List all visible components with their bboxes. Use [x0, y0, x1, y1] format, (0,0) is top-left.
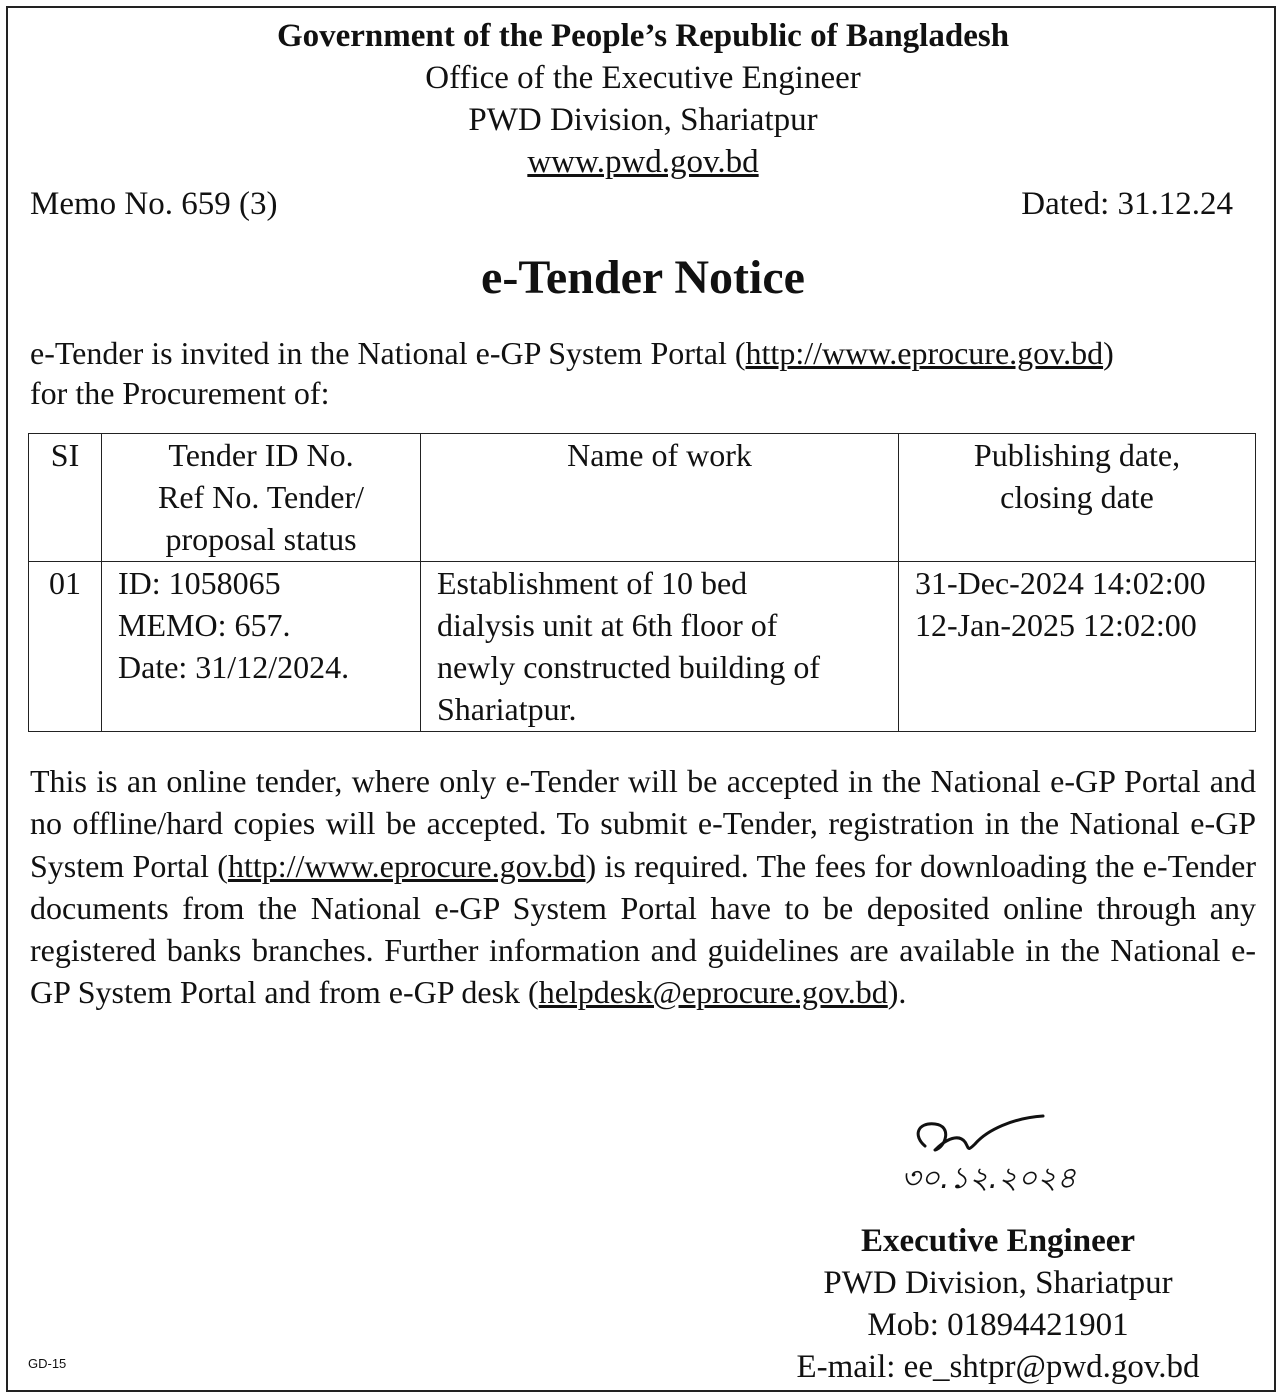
- row-work-line4: Shariatpur.: [437, 691, 577, 727]
- intro-text: e-Tender is invited in the National e-GP System Portal (: [30, 335, 746, 371]
- instructions-text-1: This is an online tender, where only e-Tender will be accepted in the National e-GP Portal and no offline/hard copies will be accepted. To submit e-Tender, registration in the National e-GP System Portal (: [30, 763, 1256, 884]
- header-dates-line2: closing date: [1000, 479, 1154, 515]
- helpdesk-email-link[interactable]: helpdesk@eprocure.gov.bd: [538, 974, 888, 1011]
- row-tender-id-line1: ID: 1058065: [118, 565, 281, 601]
- row-si: 01: [29, 562, 102, 732]
- intro-line2: for the Procurement of:: [30, 375, 330, 411]
- eprocure-link-2[interactable]: http://www.eprocure.gov.bd: [227, 847, 586, 884]
- instructions-text-2: ) is required. The fees for downloading the e-Tender documents from the National e-GP System Portal have to be deposited online through any registered banks branches. Further information and guidelines are available in the National e-GP System Portal and from e-GP desk (: [30, 847, 1257, 1011]
- row-work-line1: Establishment of 10 bed: [437, 565, 748, 601]
- row-dates: [899, 562, 1256, 732]
- memo-number: Memo No. 659 (3): [30, 186, 278, 222]
- header-tender-id-line3: proposal status: [165, 521, 357, 557]
- header-tender-id-line2: Ref No. Tender/: [158, 479, 364, 515]
- row-work-line3: newly constructed building of: [437, 649, 821, 685]
- intro-paragraph: [30, 333, 1256, 413]
- row-publishing-date: 31-Dec-2024 14:02:00: [915, 565, 1206, 601]
- row-work-line2: dialysis unit at 6th floor of: [437, 607, 778, 643]
- memo-date: Dated: 31.12.24: [1021, 186, 1233, 222]
- signatory-division: PWD Division, Shariatpur: [823, 1265, 1173, 1301]
- office-heading: Office of the Executive Engineer: [425, 60, 861, 96]
- row-tender-id: [102, 562, 421, 732]
- notice-title: e-Tender Notice: [481, 251, 805, 304]
- header-dates: [899, 434, 1256, 562]
- signatory-email: E-mail: ee_shtpr@pwd.gov.bd: [796, 1349, 1200, 1385]
- tender-table: [28, 433, 1256, 732]
- header-dates-line1: Publishing date,: [973, 437, 1181, 473]
- header-name-of-work: Name of work: [421, 434, 899, 562]
- signature-date: ৩০.১২.২০২৪: [901, 1161, 1077, 1196]
- header-tender-id: [102, 434, 421, 562]
- signatory-designation: Executive Engineer: [860, 1223, 1136, 1259]
- table-row: [29, 562, 1256, 732]
- division-heading: PWD Division, Shariatpur: [468, 102, 818, 138]
- intro-close-paren: ): [1103, 335, 1114, 371]
- signatory-mobile: Mob: 01894421901: [867, 1307, 1129, 1343]
- website-link[interactable]: www.pwd.gov.bd: [527, 144, 759, 180]
- row-name-of-work: [421, 562, 899, 732]
- handwritten-signature: [895, 1108, 1095, 1208]
- government-heading: Government of the People’s Republic of Bangladesh: [276, 18, 1010, 54]
- row-closing-date: 12-Jan-2025 12:02:00: [915, 607, 1197, 643]
- footer-code: GD-15: [28, 1356, 67, 1371]
- table-header-row: [29, 434, 1256, 562]
- instructions-paragraph: [30, 760, 1256, 1014]
- row-tender-id-line2: MEMO: 657.: [118, 607, 291, 643]
- row-tender-id-line3: Date: 31/12/2024.: [118, 649, 350, 685]
- instructions-text-3: ).: [887, 974, 907, 1011]
- eprocure-link[interactable]: http://www.eprocure.gov.bd: [745, 335, 1104, 371]
- header-si: SI: [29, 434, 102, 562]
- header-tender-id-line1: Tender ID No.: [168, 437, 354, 473]
